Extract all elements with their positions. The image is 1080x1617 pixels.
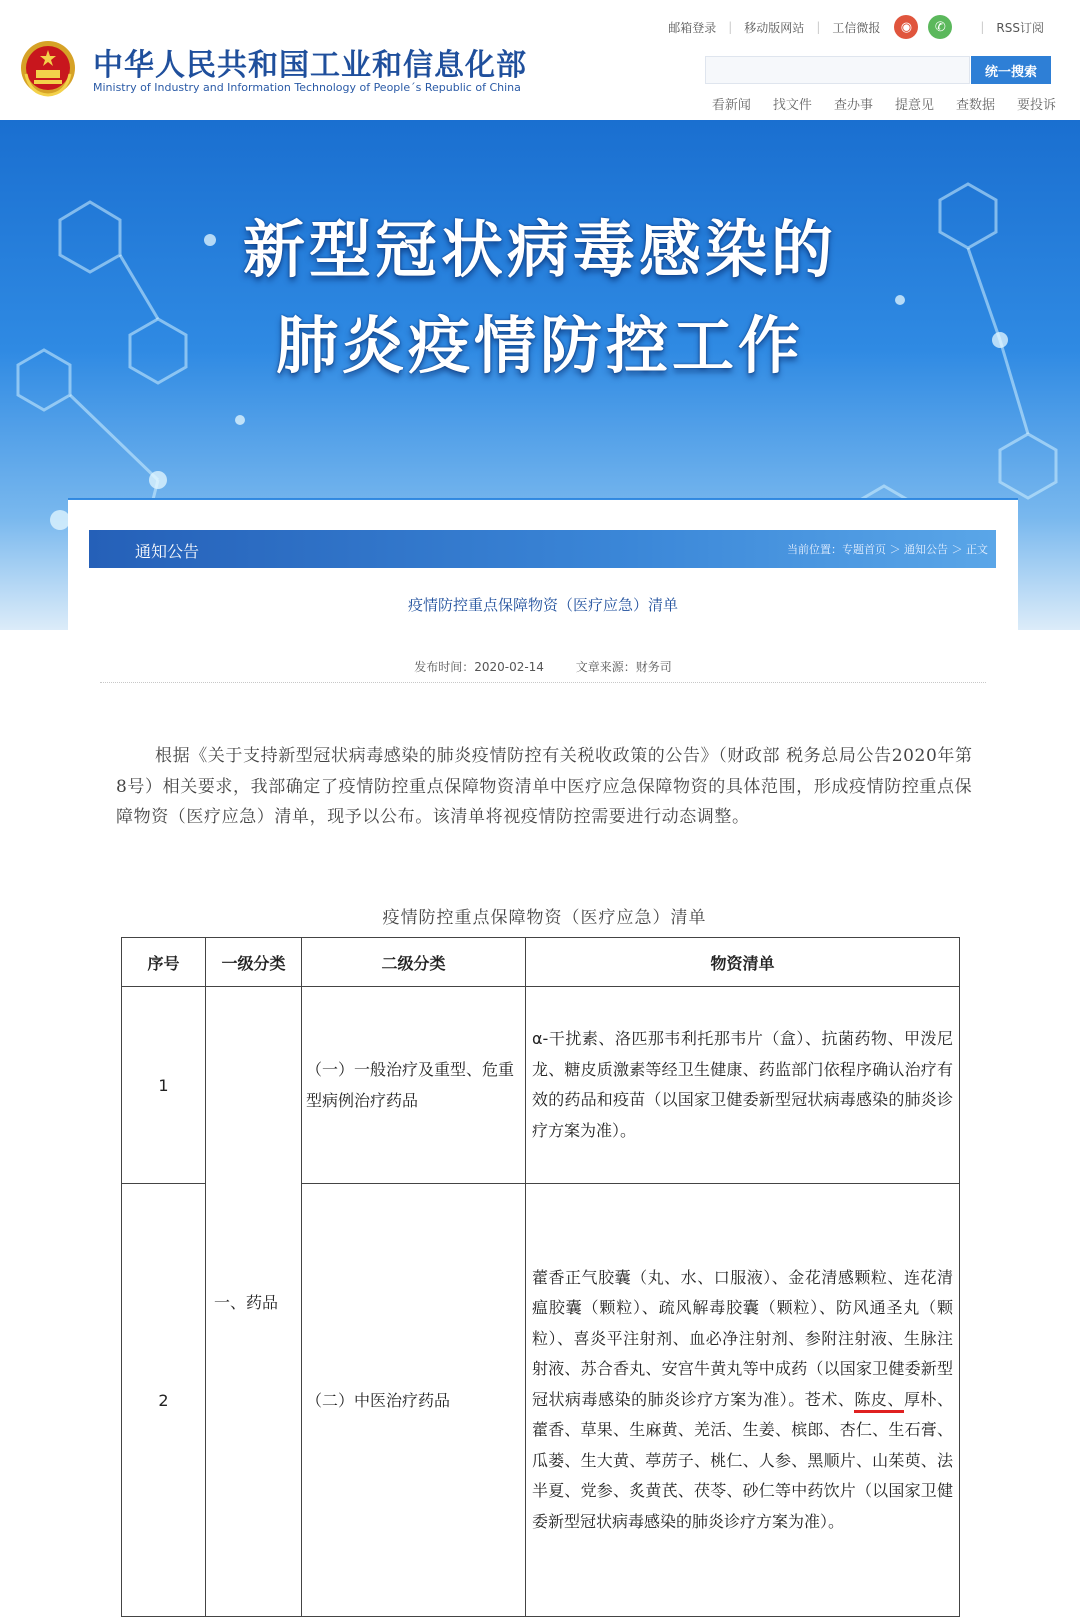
article-source: 文章来源：财务司	[575, 660, 672, 674]
supplies-list	[526, 1184, 960, 1617]
weibo-icon[interactable]: ◉	[894, 15, 918, 39]
supplies-table	[121, 937, 960, 1617]
quick-link-news[interactable]: 看新闻	[711, 98, 751, 113]
highlighted-item: 陈皮、	[854, 1390, 904, 1413]
table-header-row	[122, 938, 960, 987]
section-title[interactable]: 通知公告	[135, 542, 200, 561]
divider: |	[728, 20, 733, 34]
column-header: 序号	[122, 938, 206, 987]
divider: |	[816, 20, 821, 34]
supplies-text: 厚朴、藿香、草果、生麻黄、羌活、生姜、槟郎、杏仁、生石膏、瓜蒌、生大黄、葶苈子、桃仁、人参、黑顺片、山茱萸、法半夏、党参、炙黄芪、茯苓、砂仁等中药饮片（以国家卫健委新型冠状病毒感染的肺炎诊疗方案为准）。	[532, 1389, 953, 1531]
top-links	[668, 14, 1044, 40]
article-meta	[68, 658, 1018, 675]
row-number: 2	[122, 1184, 206, 1617]
article-paragraph: 根据《关于支持新型冠状病毒感染的肺炎疫情防控有关税收政策的公告》（财政部 税务总局公告2020年第8号）相关要求，我部确定了疫情防控重点保障物资清单中医疗应急保障物资的具体范围，形成疫情防控重点保障物资（医疗应急）清单，现予以公布。该清单将视疫情防控需要进行动态调整。	[116, 746, 973, 827]
banner-title-line1: 新型冠状病毒感染的	[242, 213, 837, 286]
breadcrumb[interactable]: 当前位置：专题首页 ＞ 通知公告 ＞ 正文	[787, 543, 988, 556]
banner-title-line2: 肺炎疫情防控工作	[275, 309, 804, 382]
quick-link-services[interactable]: 查办事	[833, 98, 873, 113]
quick-link-files[interactable]: 找文件	[772, 98, 812, 113]
site-subtitle: Ministry of Industry and Information Technology of People´s Republic of China	[93, 81, 521, 94]
supplies-text: 藿香正气胶囊（丸、水、口服液）、金花清感颗粒、连花清瘟胶囊（颗粒）、疏风解毒胶囊（颗粒）、防风通圣丸（颗粒）、喜炎平注射剂、血必净注射剂、参附注射液、生脉注射液、苏合香丸、安宫牛黄丸等中成药（以国家卫健委新型冠状病毒感染的肺炎诊疗方案为准）。苍术、	[532, 1267, 953, 1409]
column-header: 物资清单	[526, 938, 960, 987]
table-row	[122, 987, 960, 1184]
category-level2: （二）中医治疗药品	[302, 1184, 526, 1617]
row-number: 1	[122, 987, 206, 1184]
weibao-link[interactable]: 工信微报	[832, 20, 881, 35]
quick-link-data[interactable]: 查数据	[955, 98, 995, 113]
rss-link[interactable]: RSS订阅	[996, 20, 1044, 35]
site-header	[0, 0, 1080, 120]
divider	[100, 682, 986, 683]
search-input[interactable]	[705, 56, 970, 84]
search-button[interactable]: 统一搜索	[971, 56, 1051, 84]
article-title: 疫情防控重点保障物资（医疗应急）清单	[407, 596, 678, 614]
table-caption: 疫情防控重点保障物资（医疗应急）清单	[382, 908, 707, 928]
quick-link-feedback[interactable]: 提意见	[894, 98, 934, 113]
section-header	[89, 530, 996, 568]
mobile-site-link[interactable]: 移动版网站	[744, 20, 805, 35]
category-level1: 一、药品	[206, 987, 302, 1617]
site-title[interactable]: 中华人民共和国工业和信息化部	[93, 48, 527, 83]
supplies-list: α-干扰素、洛匹那韦利托那韦片（盒）、抗菌药物、甲泼尼龙、糖皮质激素等经卫生健康、药监部门依程序确认治疗有效的药品和疫苗（以国家卫健委新型冠状病毒感染的肺炎诊疗方案为准）。	[526, 987, 960, 1184]
national-emblem-icon[interactable]	[20, 38, 76, 98]
wechat-icon[interactable]: ✆	[928, 15, 952, 39]
mail-login-link[interactable]: 邮箱登录	[668, 20, 717, 35]
column-header: 二级分类	[302, 938, 526, 987]
column-header: 一级分类	[206, 938, 302, 987]
divider: |	[980, 20, 985, 34]
quick-link-complaint[interactable]: 要投诉	[1016, 98, 1056, 113]
category-level2: （一）一般治疗及重型、危重型病例治疗药品	[302, 987, 526, 1184]
publish-time: 发布时间：2020-02-14	[414, 660, 544, 674]
quick-links	[690, 94, 1056, 113]
